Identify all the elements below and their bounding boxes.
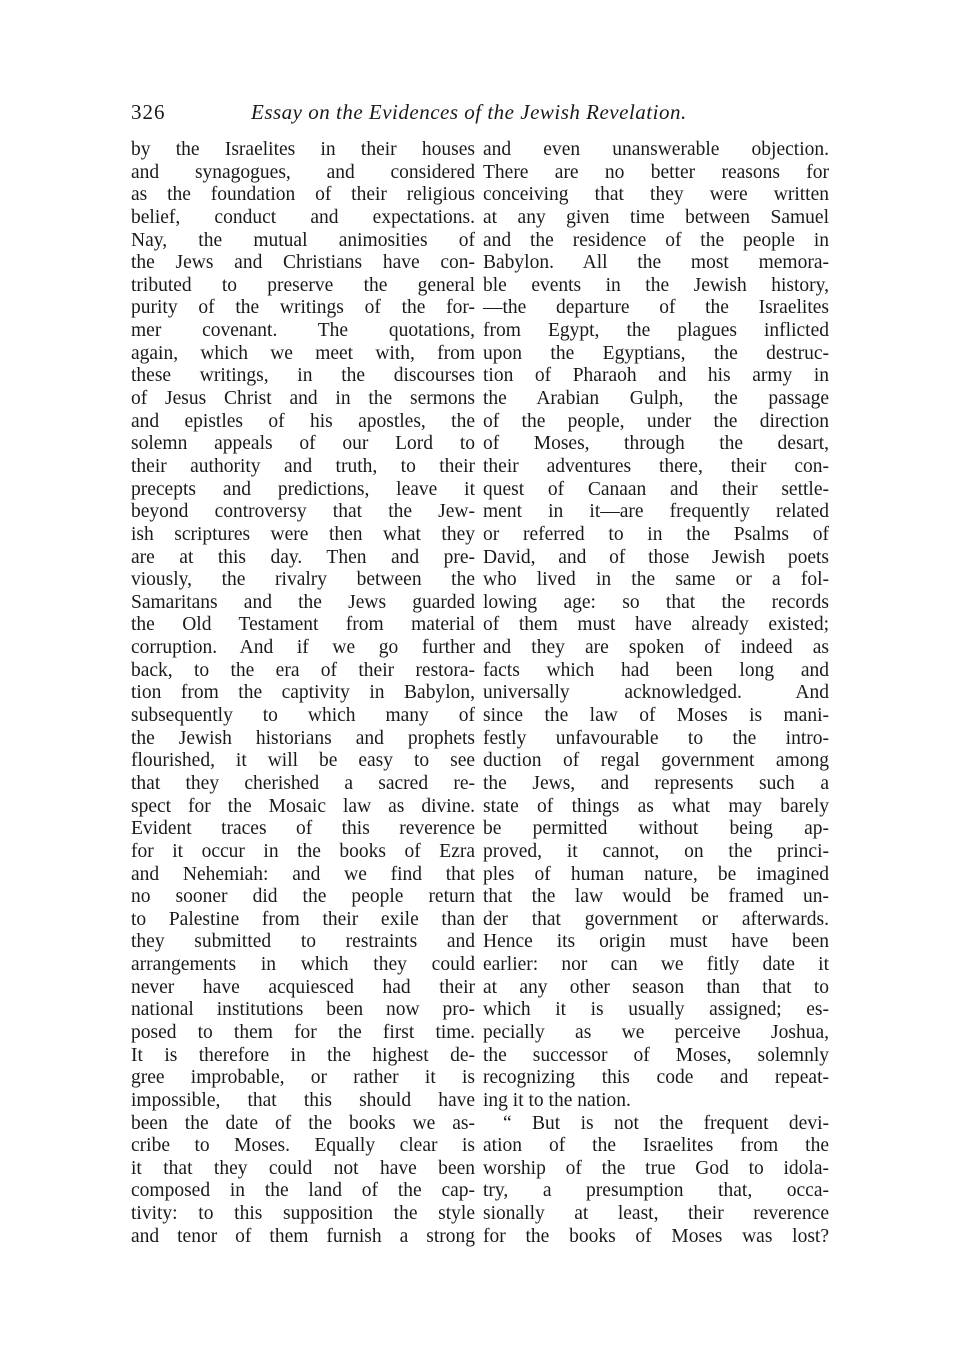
text-line: quest of Canaan and their settle- <box>483 478 829 500</box>
text-line: their adventures there, their con- <box>483 455 829 477</box>
text-line: be permitted without being ap- <box>483 818 829 840</box>
text-line: from Egypt, the plagues inflicted <box>483 320 829 342</box>
text-line: for the books of Moses was lost? <box>483 1225 829 1247</box>
text-line: solemn appeals of our Lord to <box>131 433 475 455</box>
text-line: composed in the land of the cap- <box>131 1180 475 1202</box>
text-line: arrangements in which they could <box>131 954 475 976</box>
text-line: ation of the Israelites from the <box>483 1135 829 1157</box>
text-line: belief, conduct and expectations. <box>131 206 475 228</box>
text-line: are at this day. Then and pre- <box>131 546 475 568</box>
right-column <box>483 139 829 1248</box>
text-line: “ But is not the frequent devi- <box>503 1112 829 1134</box>
text-line: precepts and predictions, leave it <box>131 478 475 500</box>
text-line: that they cherished a sacred re- <box>131 772 475 794</box>
text-line: Evident traces of this reverence <box>131 818 475 840</box>
running-title: Essay on the Evidences of the Jewish Revelation. <box>251 100 687 124</box>
text-line: posed to them for the first time. <box>131 1021 475 1043</box>
text-line: ble events in the Jewish history, <box>483 274 829 296</box>
text-line: subsequently to which many of <box>131 705 475 727</box>
text-line: of them must have already existed; <box>483 614 829 636</box>
text-line: earlier: nor can we fitly date it <box>483 954 829 976</box>
text-line: at any given time between Samuel <box>483 206 829 228</box>
text-line: proved, it cannot, on the princi- <box>483 840 829 862</box>
text-line: which it is usually assigned; es- <box>483 999 829 1021</box>
text-line: who lived in the same or a fol- <box>483 569 829 591</box>
text-line: worship of the true God to idola- <box>483 1157 829 1179</box>
text-line: their authority and truth, to their <box>131 455 475 477</box>
text-line: back, to the era of their restora- <box>131 659 475 681</box>
text-line: tion from the captivity in Babylon, <box>131 682 475 704</box>
left-column <box>131 139 475 1248</box>
text-line: of Moses, through the desart, <box>483 433 829 455</box>
text-line: ish scriptures were then what they <box>131 523 475 545</box>
text-line: tivity: to this supposition the style <box>131 1203 475 1225</box>
text-line: spect for the Mosaic law as divine. <box>131 795 475 817</box>
text-line: national institutions been now pro- <box>131 999 475 1021</box>
text-line: and even unanswerable objection. <box>483 139 829 160</box>
text-line: and epistles of his apostles, the <box>131 410 475 432</box>
text-line: it that they could not have been <box>131 1157 475 1179</box>
text-line: the Old Testament from material <box>131 614 475 636</box>
text-line: tributed to preserve the general <box>131 274 475 296</box>
text-line: and Nehemiah: and we find that <box>131 863 475 885</box>
text-line: conceiving that they were written <box>483 184 829 206</box>
text-line: pecially as we perceive Joshua, <box>483 1021 829 1043</box>
text-line: these writings, in the discourses <box>131 365 475 387</box>
text-line: as the foundation of their religious <box>131 184 475 206</box>
text-line: Samaritans and the Jews guarded <box>131 591 475 613</box>
text-line: purity of the writings of the for- <box>131 297 475 319</box>
text-line: by the Israelites in their houses <box>131 139 475 160</box>
text-line: flourished, it will be easy to see <box>131 750 475 772</box>
text-line: der that government or afterwards. <box>483 908 829 930</box>
text-line: ment in it—are frequently related <box>483 501 829 523</box>
text-line: the successor of Moses, solemnly <box>483 1044 829 1066</box>
text-line: the Jews, and represents such a <box>483 772 829 794</box>
text-line: the Jewish historians and prophets <box>131 727 475 749</box>
text-line: been the date of the books we as- <box>131 1112 475 1134</box>
text-line: and synagogues, and considered <box>131 161 475 183</box>
text-line: try, a presumption that, occa- <box>483 1180 829 1202</box>
text-line: David, and of those Jewish poets <box>483 546 829 568</box>
text-line: no sooner did the people return <box>131 886 475 908</box>
text-line: facts which had been long and <box>483 659 829 681</box>
text-line: Nay, the mutual animosities of <box>131 229 475 251</box>
text-line: tion of Pharaoh and his army in <box>483 365 829 387</box>
text-line: festly unfavourable to the intro- <box>483 727 829 749</box>
text-line: It is therefore in the highest de- <box>131 1044 475 1066</box>
text-line: they submitted to restraints and <box>131 931 475 953</box>
text-line: and they are spoken of indeed as <box>483 637 829 659</box>
text-line: —the departure of the Israelites <box>483 297 829 319</box>
text-line: corruption. And if we go further <box>131 637 475 659</box>
page-number: 326 <box>131 100 166 124</box>
text-line: ing it to the nation. <box>483 1089 631 1111</box>
text-line: Babylon. All the most memora- <box>483 252 829 274</box>
text-line: and tenor of them furnish a strong <box>131 1225 475 1247</box>
text-line: never have acquiesced had their <box>131 976 475 998</box>
text-line: the Jews and Christians have con- <box>131 252 475 274</box>
page-header <box>131 100 831 130</box>
text-line: impossible, that this should have <box>131 1089 475 1111</box>
text-line: or referred to in the Psalms of <box>483 523 829 545</box>
text-line: of the people, under the direction <box>483 410 829 432</box>
text-line: ples of human nature, be imagined <box>483 863 829 885</box>
text-line: cribe to Moses. Equally clear is <box>131 1135 475 1157</box>
text-line: gree improbable, or rather it is <box>131 1067 475 1089</box>
text-line: again, which we meet with, from <box>131 342 475 364</box>
text-line: of Jesus Christ and in the sermons <box>131 388 475 410</box>
text-line: Hence its origin must have been <box>483 931 829 953</box>
text-line: upon the Egyptians, the destruc- <box>483 342 829 364</box>
text-line: at any other season than that to <box>483 976 829 998</box>
text-line: mer covenant. The quotations, <box>131 320 475 342</box>
text-line: the Arabian Gulph, the passage <box>483 388 829 410</box>
text-line: and the residence of the people in <box>483 229 829 251</box>
text-line: There are no better reasons for <box>483 161 829 183</box>
text-line: sionally at least, their reverence <box>483 1203 829 1225</box>
text-line: lowing age: so that the records <box>483 591 829 613</box>
text-line: recognizing this code and repeat- <box>483 1067 829 1089</box>
text-line: for it occur in the books of Ezra <box>131 840 475 862</box>
text-line: universally acknowledged. And <box>483 682 829 704</box>
text-line: since the law of Moses is mani- <box>483 705 829 727</box>
text-line: viously, the rivalry between the <box>131 569 475 591</box>
text-line: state of things as what may barely <box>483 795 829 817</box>
text-line: beyond controversy that the Jew- <box>131 501 475 523</box>
text-line: to Palestine from their exile than <box>131 908 475 930</box>
text-line: duction of regal government among <box>483 750 829 772</box>
text-line: that the law would be framed un- <box>483 886 829 908</box>
